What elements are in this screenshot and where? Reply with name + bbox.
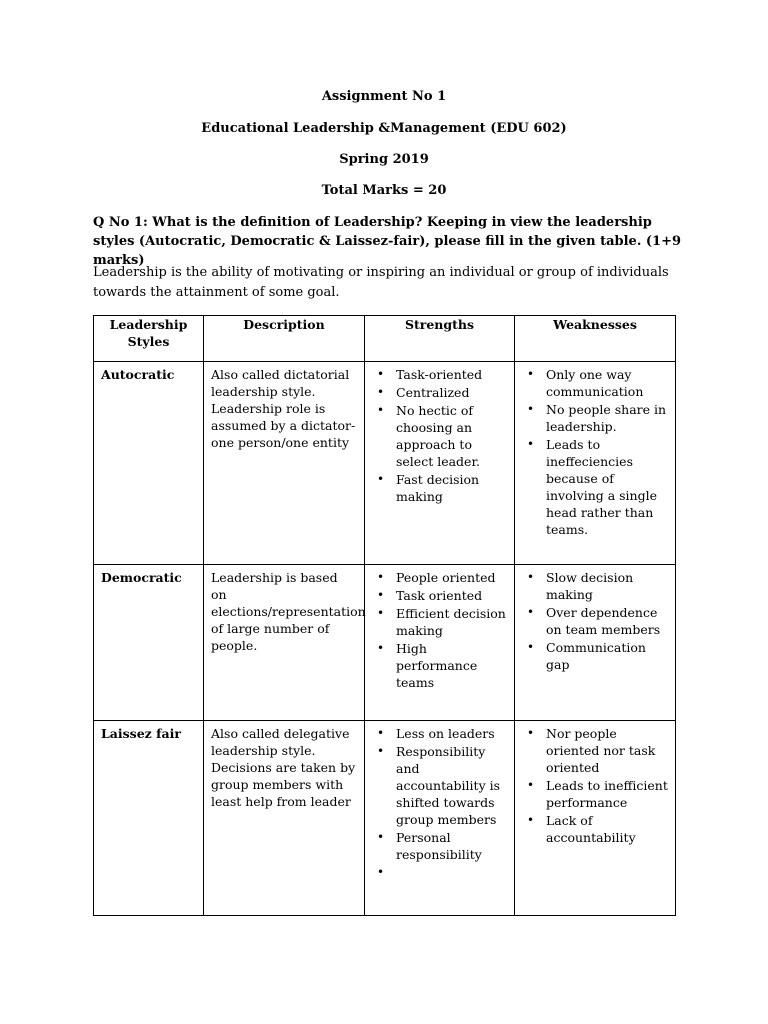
leadership-definition: Leadership is the ability of motivating or inspiring an individual or group of individuals towards the attainment of some goal.	[93, 265, 669, 300]
list-item: • People oriented	[377, 570, 496, 585]
leadership-styles-table	[93, 315, 676, 916]
style-description: Also called delegative leadership style. Decisions are taken by group members with least help from leader	[204, 721, 365, 916]
list-item: • Slow decision making	[527, 570, 634, 602]
weaknesses-list	[522, 366, 668, 538]
weaknesses-cell	[515, 362, 676, 565]
bullet-icon: •	[527, 402, 535, 416]
list-item: • Task oriented	[377, 588, 483, 603]
table-row	[94, 721, 676, 916]
bullet-icon: •	[377, 403, 385, 417]
list-item: • Centralized	[377, 385, 470, 400]
weaknesses-cell	[515, 721, 676, 916]
term-title: Spring 2019	[339, 152, 429, 167]
bullet-icon: •	[377, 744, 385, 758]
strengths-list	[372, 366, 507, 505]
assignment-title: Assignment No 1	[321, 89, 447, 104]
bullet-icon: •	[377, 385, 385, 399]
bullet-icon: •	[527, 367, 535, 381]
list-item: • Task-oriented	[377, 367, 483, 382]
bullet-icon: •	[377, 830, 385, 844]
bullet-icon: •	[527, 570, 535, 584]
bullet-icon: •	[377, 726, 385, 740]
bullet-icon: •	[377, 606, 385, 620]
list-item	[372, 864, 507, 881]
strengths-list	[372, 725, 507, 881]
list-item: • Nor people oriented nor task oriented	[527, 726, 656, 775]
style-name: Autocratic	[94, 362, 204, 565]
list-item: • Responsibility and accountability is shifted towards group members	[377, 744, 501, 827]
bullet-icon: •	[527, 437, 535, 451]
list-item: • No people share in leadership.	[527, 402, 667, 434]
table-row	[94, 565, 676, 721]
table-row	[94, 362, 676, 565]
strengths-cell	[365, 362, 515, 565]
list-item: • No hectic of choosing an approach to select leader.	[377, 403, 481, 469]
strengths-cell	[365, 721, 515, 916]
style-description: Also called dictatorial leadership style. Leadership role is assumed by a dictator- one person/one entity	[204, 362, 365, 565]
total-marks: Total Marks = 20	[321, 183, 447, 198]
list-item: • Lack of accountability	[527, 813, 636, 845]
weaknesses-cell	[515, 565, 676, 721]
list-item: • Communication gap	[527, 640, 646, 672]
bullet-icon: •	[527, 640, 535, 654]
bullet-icon: •	[377, 570, 385, 584]
list-item: • Fast decision making	[377, 472, 480, 504]
bullet-icon: •	[377, 588, 385, 602]
list-item: • Only one way communication	[527, 367, 644, 399]
bullet-icon: •	[377, 472, 385, 486]
style-name: Democratic	[94, 565, 204, 721]
header-strengths: Strengths	[365, 316, 515, 362]
bullet-icon: •	[527, 605, 535, 619]
style-description: Leadership is based on elections/representation of large number of people.	[204, 565, 365, 721]
weaknesses-list	[522, 569, 668, 673]
list-item: • Leads to inefficient performance	[527, 778, 668, 810]
list-item: • Personal responsibility	[377, 830, 482, 862]
header-weaknesses: Weaknesses	[515, 316, 676, 362]
list-item: • Leads to ineffeciencies because of involving a single head rather than teams.	[527, 437, 658, 537]
weaknesses-list	[522, 725, 668, 846]
bullet-icon: •	[527, 778, 535, 792]
table-header-row	[94, 316, 676, 362]
strengths-cell	[365, 565, 515, 721]
header-description: Description	[204, 316, 365, 362]
bullet-icon: •	[527, 813, 535, 827]
course-title: Educational Leadership &Management (EDU 602)	[201, 121, 567, 136]
list-item: • Over dependence on team members	[527, 605, 661, 637]
list-item: • High performance teams	[377, 641, 478, 690]
bullet-icon: •	[377, 865, 385, 879]
question-text: Q No 1: What is the definition of Leadership? Keeping in view the leadership styles (Autocratic, Democratic & Laissez-fair), please fill in the given table. (1+9 marks)	[93, 215, 682, 268]
header-leadership-styles: Leadership Styles	[94, 316, 204, 362]
bullet-icon: •	[377, 367, 385, 381]
list-item: • Efficient decision making	[377, 606, 506, 638]
bullet-icon: •	[527, 726, 535, 740]
list-item: • Less on leaders	[377, 726, 495, 741]
style-name: Laissez fair	[94, 721, 204, 916]
strengths-list	[372, 569, 507, 691]
bullet-icon: •	[377, 641, 385, 655]
